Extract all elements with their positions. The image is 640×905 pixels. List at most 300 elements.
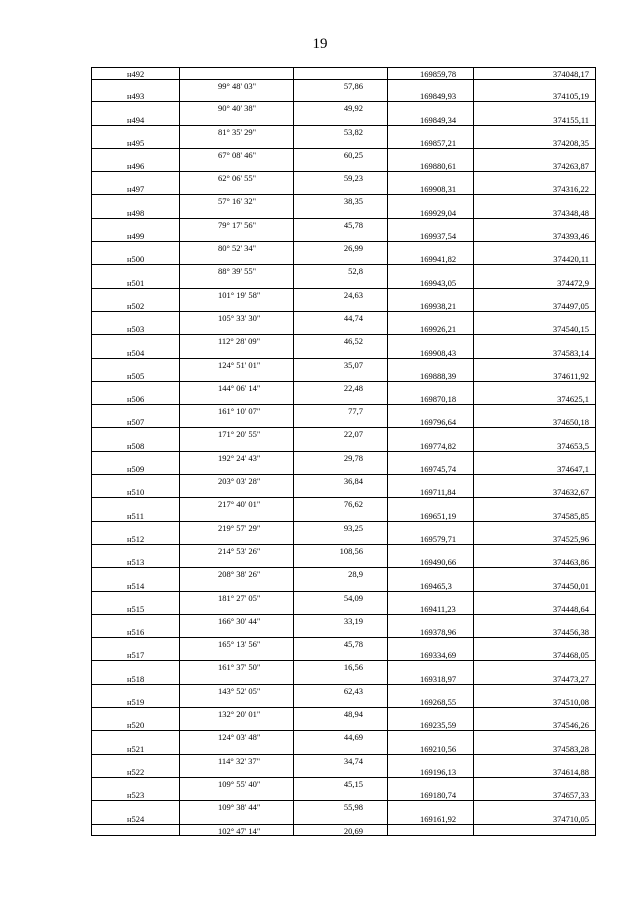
row-divider (92, 264, 179, 265)
row-divider (388, 637, 473, 638)
direction-angle: 109° 55' 40" (218, 778, 261, 789)
table-row (91, 253, 596, 276)
direction-angle: 161° 10' 07" (218, 406, 261, 417)
row-divider (294, 311, 387, 312)
distance: 54,09 (343, 592, 363, 603)
row-divider (294, 707, 387, 708)
y-coordinate: 374653,5 (557, 440, 589, 451)
y-coordinate-cell (473, 347, 596, 370)
direction-angle-cell (179, 603, 293, 626)
row-divider (180, 101, 293, 102)
distance: 93,25 (343, 522, 363, 533)
y-coordinate: 374468,05 (552, 650, 589, 661)
distance: 29,78 (343, 452, 363, 463)
y-coordinate-cell (473, 743, 596, 766)
row-divider (294, 591, 387, 592)
row-divider (388, 474, 473, 475)
row-divider (92, 567, 179, 568)
row-divider (474, 241, 595, 242)
y-coordinate: 374611,92 (553, 370, 589, 381)
point-name: н521 (127, 743, 145, 754)
y-coordinate: 374585,85 (552, 510, 589, 521)
point-name-cell (91, 416, 179, 439)
table-row (91, 183, 596, 206)
x-coordinate: 169196,13 (420, 766, 457, 777)
distance: 49,92 (343, 103, 363, 114)
point-name-cell (91, 393, 179, 416)
row-divider (474, 800, 595, 801)
direction-angle: 81° 35' 29" (218, 126, 257, 137)
point-name: н507 (127, 417, 145, 428)
y-coordinate: 374263,87 (552, 161, 589, 172)
row-divider (92, 381, 179, 382)
table-row (91, 486, 596, 509)
distance: 16,56 (343, 662, 363, 673)
distance: 22,07 (343, 429, 363, 440)
row-divider (180, 614, 293, 615)
distance-cell (293, 137, 387, 160)
row-divider (474, 148, 595, 149)
point-name-cell (91, 510, 179, 533)
point-name-cell (91, 766, 179, 789)
x-coordinate: 169378,96 (420, 627, 457, 638)
distance: 33,19 (343, 615, 363, 626)
distance-cell (293, 673, 387, 696)
x-coordinate-cell (387, 719, 473, 742)
distance: 45,15 (343, 778, 363, 789)
row-divider (388, 684, 473, 685)
table-row (91, 370, 596, 393)
y-coordinate-cell (473, 90, 596, 113)
table-row (91, 626, 596, 649)
y-coordinate: 374450,01 (552, 580, 589, 591)
direction-angle-cell (179, 347, 293, 370)
x-coordinate: 169774,82 (420, 440, 457, 451)
row-divider (474, 404, 595, 405)
point-name-cell (91, 626, 179, 649)
y-coordinate: 374348,48 (552, 207, 589, 218)
row-divider (474, 824, 595, 825)
row-divider (294, 521, 387, 522)
distance-cell (293, 603, 387, 626)
direction-angle-cell (179, 440, 293, 463)
direction-angle-cell (179, 486, 293, 509)
table-row (91, 300, 596, 323)
x-coordinate: 169849,34 (420, 114, 457, 125)
row-divider (180, 427, 293, 428)
table-row (91, 393, 596, 416)
point-name-cell (91, 160, 179, 183)
row-divider (180, 125, 293, 126)
point-name-cell (91, 137, 179, 160)
row-divider (474, 591, 595, 592)
direction-angle-cell (179, 580, 293, 603)
point-name: н508 (127, 440, 145, 451)
point-name: н506 (127, 394, 145, 405)
distance: 62,43 (343, 685, 363, 696)
direction-angle: 105° 33' 30" (218, 312, 261, 323)
x-coordinate-cell (387, 277, 473, 300)
point-name-cell (91, 603, 179, 626)
table-row (91, 673, 596, 696)
row-divider (388, 404, 473, 405)
table-row (91, 207, 596, 230)
y-coordinate: 374463,86 (552, 557, 589, 568)
direction-angle-cell (179, 393, 293, 416)
row-divider (92, 148, 179, 149)
distance-cell (293, 277, 387, 300)
x-coordinate-cell (387, 90, 473, 113)
distance: 59,23 (343, 173, 363, 184)
x-coordinate-cell (387, 323, 473, 346)
row-divider (294, 404, 387, 405)
x-coordinate: 169334,69 (420, 650, 457, 661)
row-divider (388, 707, 473, 708)
point-name: н504 (127, 347, 145, 358)
x-coordinate-cell (387, 533, 473, 556)
row-divider (294, 427, 387, 428)
y-coordinate: 374473,27 (552, 673, 589, 684)
point-name-cell (91, 673, 179, 696)
row-divider (92, 474, 179, 475)
row-divider (180, 800, 293, 801)
table-row (91, 67, 596, 90)
point-name: н494 (127, 114, 145, 125)
row-divider (180, 381, 293, 382)
row-divider (294, 544, 387, 545)
y-coordinate-cell (473, 416, 596, 439)
distance-cell (293, 207, 387, 230)
row-divider (474, 288, 595, 289)
row-divider (388, 521, 473, 522)
direction-angle-cell (179, 719, 293, 742)
y-coordinate-cell (473, 393, 596, 416)
x-coordinate-cell (387, 626, 473, 649)
row-divider (92, 241, 179, 242)
point-name-cell (91, 696, 179, 719)
row-divider (294, 637, 387, 638)
y-coordinate-cell (473, 323, 596, 346)
row-divider (388, 730, 473, 731)
y-coordinate-cell (473, 300, 596, 323)
row-divider (474, 358, 595, 359)
row-divider (474, 707, 595, 708)
direction-angle: 88° 39' 55" (218, 266, 257, 277)
table-row (91, 649, 596, 672)
row-divider (388, 194, 473, 195)
distance-cell (293, 649, 387, 672)
table-row (91, 719, 596, 742)
distance: 44,74 (343, 312, 363, 323)
row-divider (388, 125, 473, 126)
table-row (91, 277, 596, 300)
direction-angle-cell (179, 90, 293, 113)
direction-angle: 208° 38' 26" (218, 569, 261, 580)
y-coordinate-cell (473, 463, 596, 486)
distance-cell (293, 300, 387, 323)
direction-angle: 112° 28' 09" (218, 336, 261, 347)
row-divider (474, 497, 595, 498)
x-coordinate: 169465,3 (420, 580, 452, 591)
row-divider (92, 521, 179, 522)
row-divider (388, 544, 473, 545)
row-divider (180, 660, 293, 661)
y-coordinate-cell (473, 183, 596, 206)
x-coordinate: 169411,23 (420, 603, 456, 614)
y-coordinate: 374650,18 (552, 417, 589, 428)
row-divider (92, 614, 179, 615)
direction-angle: 219° 57' 29" (218, 522, 261, 533)
point-name-cell (91, 789, 179, 812)
direction-angle-cell (179, 183, 293, 206)
y-coordinate-cell (473, 207, 596, 230)
table-row (91, 580, 596, 603)
y-coordinate: 374540,15 (552, 324, 589, 335)
table-row (91, 114, 596, 137)
point-name: н514 (127, 580, 145, 591)
direction-angle: 214° 53' 26" (218, 545, 261, 556)
x-coordinate-cell (387, 160, 473, 183)
distance: 20,69 (343, 825, 363, 836)
point-name-cell (91, 813, 179, 836)
distance-cell (293, 556, 387, 579)
direction-angle: 132° 20' 01" (218, 709, 261, 720)
x-coordinate-cell (387, 300, 473, 323)
y-coordinate: 374420,11 (553, 254, 589, 265)
row-divider (294, 288, 387, 289)
row-divider (388, 754, 473, 755)
distance-cell (293, 230, 387, 253)
row-divider (180, 241, 293, 242)
direction-angle-cell (179, 696, 293, 719)
distance: 57,86 (343, 81, 363, 91)
x-coordinate: 169268,55 (420, 697, 457, 708)
row-divider (180, 684, 293, 685)
point-name-cell (91, 253, 179, 276)
point-name: н519 (127, 697, 145, 708)
row-divider (474, 79, 595, 80)
direction-angle-cell (179, 67, 293, 90)
row-divider (92, 79, 179, 80)
point-name: н505 (127, 370, 145, 381)
point-name: н497 (127, 184, 145, 195)
row-divider (474, 311, 595, 312)
x-coordinate-cell (387, 183, 473, 206)
distance: 36,84 (343, 476, 363, 487)
x-coordinate: 169908,43 (420, 347, 457, 358)
point-name-cell (91, 533, 179, 556)
table-row (91, 603, 596, 626)
row-divider (180, 264, 293, 265)
y-coordinate: 374583,14 (552, 347, 589, 358)
distance: 48,94 (343, 709, 363, 720)
distance-cell (293, 743, 387, 766)
distance-cell (293, 183, 387, 206)
row-divider (294, 334, 387, 335)
x-coordinate: 169908,31 (420, 184, 457, 195)
y-coordinate: 374632,67 (552, 487, 589, 498)
direction-angle-cell (179, 230, 293, 253)
x-coordinate: 169857,21 (420, 137, 457, 148)
x-coordinate-cell (387, 510, 473, 533)
direction-angle-cell (179, 160, 293, 183)
row-divider (180, 777, 293, 778)
y-coordinate-cell (473, 766, 596, 789)
x-coordinate: 169210,56 (420, 743, 457, 754)
row-divider (294, 754, 387, 755)
row-divider (294, 194, 387, 195)
direction-angle: 161° 37' 50" (218, 662, 261, 673)
direction-angle-cell (179, 114, 293, 137)
x-coordinate-cell (387, 67, 473, 90)
y-coordinate-cell (473, 160, 596, 183)
distance: 44,69 (343, 732, 363, 743)
x-coordinate-cell (387, 743, 473, 766)
row-divider (180, 218, 293, 219)
point-name: н492 (127, 69, 145, 79)
row-divider (294, 660, 387, 661)
table-row (91, 696, 596, 719)
row-divider (180, 707, 293, 708)
x-coordinate-cell (387, 673, 473, 696)
y-coordinate: 374546,26 (552, 720, 589, 731)
x-coordinate: 169937,54 (420, 231, 457, 242)
row-divider (180, 824, 293, 825)
point-name-cell (91, 347, 179, 370)
point-name: н493 (127, 91, 145, 102)
row-divider (92, 824, 179, 825)
point-name-cell (91, 463, 179, 486)
point-name-cell (91, 90, 179, 113)
distance-cell (293, 580, 387, 603)
row-divider (474, 194, 595, 195)
y-coordinate: 374625,1 (557, 394, 589, 405)
x-coordinate-cell (387, 207, 473, 230)
row-divider (388, 451, 473, 452)
point-name-cell (91, 580, 179, 603)
row-divider (92, 777, 179, 778)
point-name-cell (91, 649, 179, 672)
row-divider (180, 451, 293, 452)
distance-cell (293, 463, 387, 486)
row-divider (294, 171, 387, 172)
distance-cell (293, 486, 387, 509)
direction-angle: 124° 03' 48" (218, 732, 261, 743)
row-divider (474, 334, 595, 335)
direction-angle-cell (179, 370, 293, 393)
x-coordinate-cell (387, 370, 473, 393)
distance: 22,48 (343, 382, 363, 393)
row-divider (92, 358, 179, 359)
table-row (91, 766, 596, 789)
row-divider (180, 567, 293, 568)
x-coordinate: 169796,64 (420, 417, 457, 428)
point-name: н515 (127, 603, 145, 614)
row-divider (388, 148, 473, 149)
point-name-cell (91, 556, 179, 579)
point-name: н512 (127, 533, 145, 544)
y-coordinate: 374583,28 (552, 743, 589, 754)
y-coordinate: 374448,64 (552, 603, 589, 614)
x-coordinate-cell (387, 230, 473, 253)
row-divider (180, 497, 293, 498)
x-coordinate-cell (387, 347, 473, 370)
x-coordinate-cell (387, 766, 473, 789)
x-coordinate: 169849,93 (420, 91, 457, 102)
y-coordinate: 374525,96 (552, 533, 589, 544)
y-coordinate-cell (473, 114, 596, 137)
table-row (91, 533, 596, 556)
point-name-cell (91, 486, 179, 509)
y-coordinate: 374048,17 (552, 69, 589, 79)
row-divider (388, 264, 473, 265)
row-divider (92, 288, 179, 289)
row-divider (474, 451, 595, 452)
point-name: н502 (127, 300, 145, 311)
x-coordinate-cell (387, 393, 473, 416)
point-name: н520 (127, 720, 145, 731)
row-divider (92, 427, 179, 428)
point-name: н499 (127, 231, 145, 242)
y-coordinate: 374647,1 (557, 464, 589, 475)
row-divider (92, 404, 179, 405)
x-coordinate-cell (387, 580, 473, 603)
row-divider (474, 637, 595, 638)
y-coordinate: 374456,38 (552, 627, 589, 638)
row-divider (180, 194, 293, 195)
point-name: н496 (127, 161, 145, 172)
row-divider (92, 754, 179, 755)
x-coordinate: 169651,19 (420, 510, 457, 521)
row-divider (294, 800, 387, 801)
distance-cell (293, 114, 387, 137)
row-divider (294, 451, 387, 452)
row-divider (294, 824, 387, 825)
x-coordinate-cell (387, 416, 473, 439)
x-coordinate-cell (387, 253, 473, 276)
direction-angle: 217° 40' 01" (218, 499, 261, 510)
row-divider (474, 754, 595, 755)
distance-cell (293, 510, 387, 533)
row-divider (388, 567, 473, 568)
y-coordinate-cell (473, 813, 596, 836)
row-divider (294, 148, 387, 149)
x-coordinate-cell (387, 114, 473, 137)
distance-cell (293, 323, 387, 346)
distance: 34,74 (343, 755, 363, 766)
row-divider (294, 101, 387, 102)
point-name-cell (91, 300, 179, 323)
row-divider (474, 218, 595, 219)
point-name-cell (91, 277, 179, 300)
y-coordinate-cell (473, 696, 596, 719)
direction-angle: 90° 40' 38" (218, 103, 257, 114)
direction-angle: 171° 20' 55" (218, 429, 261, 440)
x-coordinate: 169941,82 (420, 254, 457, 265)
direction-angle: 102° 47' 14" (218, 825, 261, 836)
row-divider (474, 567, 595, 568)
table-row (91, 416, 596, 439)
row-divider (92, 730, 179, 731)
direction-angle: 114° 32' 37" (218, 755, 261, 766)
y-coordinate-cell (473, 230, 596, 253)
x-coordinate-cell (387, 603, 473, 626)
distance: 52,8 (348, 266, 363, 277)
row-divider (180, 311, 293, 312)
distance: 53,82 (343, 126, 363, 137)
row-divider (474, 125, 595, 126)
y-coordinate-cell (473, 277, 596, 300)
